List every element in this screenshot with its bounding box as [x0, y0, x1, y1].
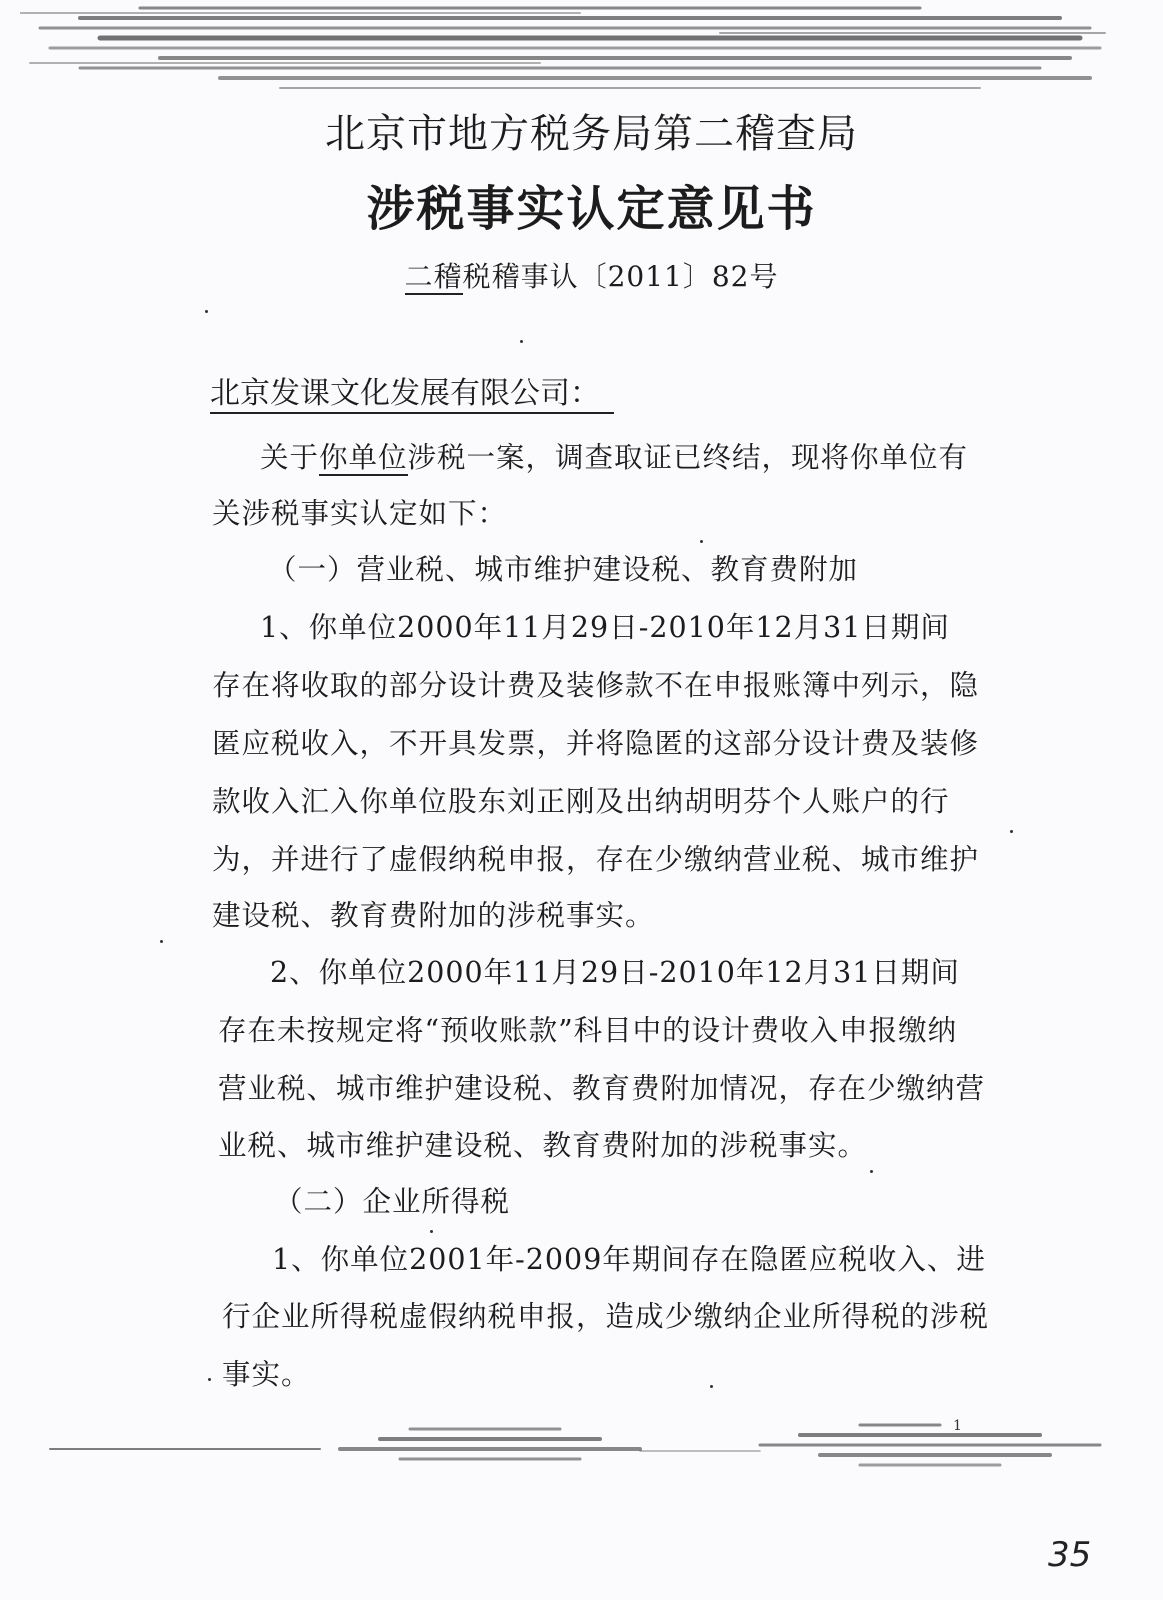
dust-speck: [700, 540, 703, 543]
addressee: 北京发课文化发展有限公司：: [210, 368, 614, 414]
s1-item1-line: 款收入汇入你单位股东刘正刚及出纳胡明芬个人账户的行: [212, 785, 950, 818]
dust-speck: [870, 1170, 873, 1173]
s1-item1-line: 存在将收取的部分设计费及装修款不在申报账簿中列示，隐: [212, 669, 980, 702]
dust-speck: [208, 1378, 211, 1381]
s1-item2-line: 业税、城市维护建设税、教育费附加的涉税事实。: [218, 1129, 868, 1162]
scan-noise-bottom: [40, 1415, 1110, 1485]
document-number: [0, 255, 1163, 295]
intro-underlined: 你单位: [319, 441, 408, 474]
dust-speck: [520, 340, 523, 343]
dust-speck: [1010, 830, 1013, 833]
handwritten-page-number: 35: [1048, 1535, 1092, 1575]
s1-item1-line: 建设税、教育费附加的涉税事实。: [212, 899, 655, 932]
document-number-rest: 税稽事认〔2011〕82号: [462, 260, 779, 293]
section-2-heading: （二）企业所得税: [274, 1185, 511, 1218]
dust-speck: [205, 310, 208, 313]
s2-item1-line: 行企业所得税虚假纳税申报，造成少缴纳企业所得税的涉税: [222, 1300, 990, 1333]
s2-item1-line: 1、你单位2001年-2009年期间存在隐匿应税收入、进: [272, 1243, 986, 1276]
document-title: 涉税事实认定意见书: [366, 181, 817, 237]
s1-item2-line: 存在未按规定将“预收账款”科目中的设计费收入申报缴纳: [218, 1014, 958, 1047]
dust-speck: [710, 1385, 713, 1388]
document-number-prefix: 二稽: [404, 260, 463, 293]
page-mark: 1: [953, 1418, 962, 1434]
s1-item1-line: 1、你单位2000年11月29日-2010年12月31日期间: [260, 611, 950, 644]
dust-speck: [160, 940, 163, 943]
s1-item2-line: 2、你单位2000年11月29日-2010年12月31日期间: [270, 956, 960, 989]
s1-item2-line: 营业税、城市维护建设税、教育费附加情况，存在少缴纳营: [218, 1072, 986, 1105]
s1-item1-line: 匿应税收入，不开具发票，并将隐匿的这部分设计费及装修: [212, 727, 980, 760]
section-1-heading: （一）营业税、城市维护建设税、教育费附加: [268, 553, 859, 586]
intro-line-2: 关涉税事实认定如下：: [212, 497, 508, 530]
s2-item1-line: 事实。: [222, 1358, 311, 1391]
issuing-organization: 北京市地方税务局第二稽查局: [325, 111, 858, 157]
dust-speck: [430, 1230, 433, 1233]
intro-line-1: 关于你单位涉税一案，调查取证已终结，现将你单位有: [260, 441, 969, 474]
s1-item1-line: 为，并进行了虚假纳税申报，存在少缴纳营业税、城市维护: [212, 843, 980, 876]
